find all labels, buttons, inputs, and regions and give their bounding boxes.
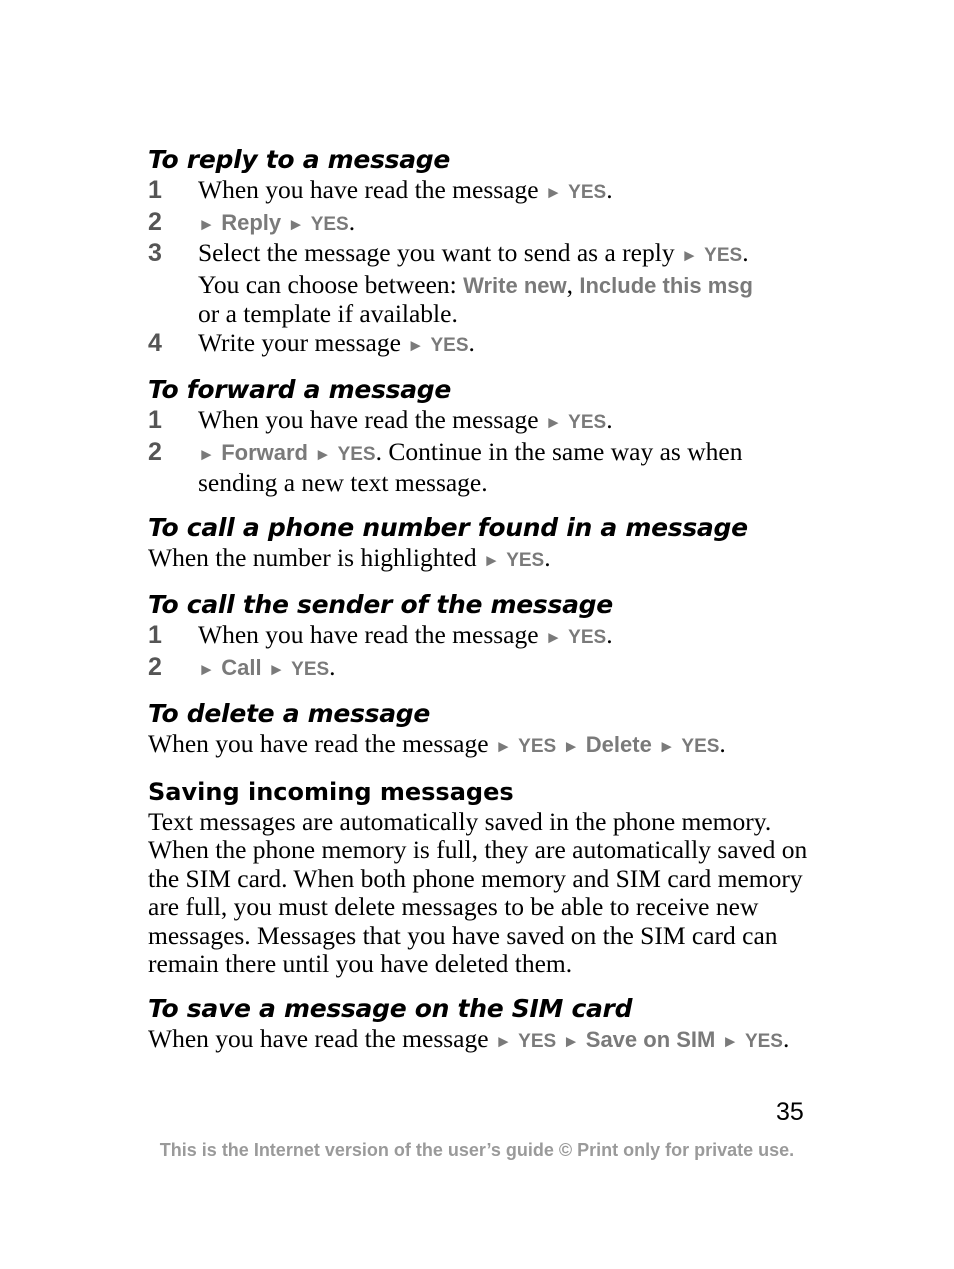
step-text: When you have read the message ► YES.: [198, 175, 613, 204]
yes-key: YES: [518, 736, 557, 757]
arrow-right-icon: ►: [314, 444, 332, 464]
yes-key: YES: [337, 443, 376, 465]
reply-heading: To reply to a message: [148, 145, 451, 174]
section-saving: [148, 776, 818, 979]
yes-key: YES: [568, 627, 607, 648]
arrow-right-icon: ►: [198, 214, 215, 234]
step: [148, 621, 818, 653]
para-label: When you have read the message: [148, 1023, 489, 1053]
forward-heading: To forward a message: [148, 375, 452, 404]
yes-key: YES: [681, 736, 720, 757]
yes-key: YES: [310, 213, 349, 235]
arrow-right-icon: ►: [198, 444, 215, 464]
yes-key: YES: [430, 334, 469, 356]
step-text: ► Reply ► YES.: [198, 206, 356, 236]
manual-page: [148, 144, 818, 1070]
call-number-heading: To call a phone number found in a message: [148, 512, 748, 542]
section-delete: [148, 698, 818, 762]
step: [148, 406, 818, 438]
menu-item-forward: Forward: [221, 439, 308, 465]
step-label: Write your message: [198, 327, 401, 357]
step: [148, 208, 818, 240]
step-label: You can choose between:: [198, 269, 457, 299]
page-number: 35: [776, 1098, 804, 1126]
step-label: Select the message you want to send as a reply: [198, 238, 675, 267]
arrow-right-icon: ►: [562, 1031, 580, 1051]
section-save-sim: [148, 993, 818, 1057]
arrow-right-icon: ►: [482, 550, 500, 570]
step-number: 4: [148, 328, 162, 357]
arrow-right-icon: ►: [544, 183, 562, 202]
section-forward: [148, 374, 818, 498]
step-text: Select the message you want to send as a reply ► YES. You can choose between: Write new, Include this msg or a template if available.: [198, 238, 753, 328]
step: [148, 176, 818, 208]
save-sim-text: When you have read the message ► YES ► Save on SIM ► YES.: [148, 1023, 790, 1053]
step-text: When you have read the message ► YES.: [198, 405, 613, 434]
yes-key: YES: [744, 1030, 783, 1052]
step-text: ► Call ► YES.: [198, 651, 336, 681]
step-label: When you have read the message: [198, 175, 539, 204]
arrow-right-icon: ►: [562, 737, 580, 756]
menu-item-call: Call: [221, 654, 262, 680]
section-call-sender: [148, 589, 818, 684]
menu-item-save-on-sim: Save on SIM: [585, 1026, 716, 1052]
yes-key: YES: [568, 182, 607, 203]
arrow-right-icon: ►: [680, 246, 698, 265]
menu-item-delete: Delete: [585, 732, 652, 757]
arrow-right-icon: ►: [544, 628, 562, 647]
step-number: 2: [148, 652, 162, 681]
call-sender-heading: To call the sender of the message: [148, 590, 613, 619]
saving-text: Text messages are automatically saved in the phone memory. When the phone memory is full, they are automatically saved on the SIM card. When both phone memory and SIM card memory are full, you must delete messages to be able to receive new messages. Messages that you have saved on the SIM card can remain there until you have deleted them.: [148, 806, 808, 978]
step-number: 1: [148, 176, 162, 204]
step-number: 1: [148, 621, 162, 649]
arrow-right-icon: ►: [287, 214, 305, 234]
step: [148, 329, 818, 361]
menu-item-write-new: Write new: [463, 272, 567, 298]
step-label: . Continue in the same way as when sending a new text message.: [198, 436, 743, 497]
delete-text: When you have read the message ► YES ► Delete ► YES.: [148, 729, 726, 758]
menu-item-reply: Reply: [221, 209, 282, 235]
step-text: When you have read the message ► YES.: [198, 620, 613, 649]
arrow-right-icon: ►: [721, 1031, 739, 1051]
yes-key: YES: [568, 412, 607, 433]
footer-notice: This is the Internet version of the user’s guide © Print only for private use.: [159, 1140, 795, 1160]
arrow-right-icon: ►: [198, 659, 215, 679]
arrow-right-icon: ►: [658, 737, 676, 756]
arrow-right-icon: ►: [544, 413, 562, 432]
step-text: Write your message ► YES.: [198, 327, 475, 357]
saving-heading: Saving incoming messages: [148, 777, 514, 806]
arrow-right-icon: ►: [407, 335, 425, 355]
arrow-right-icon: ►: [494, 737, 512, 756]
step: [148, 239, 818, 329]
step-number: 1: [148, 406, 162, 434]
yes-key: YES: [704, 245, 743, 266]
step-number: 2: [148, 207, 162, 236]
step-label: When you have read the message: [198, 620, 539, 649]
save-sim-heading: To save a message on the SIM card: [148, 993, 633, 1023]
section-reply: [148, 144, 818, 360]
step-text: [198, 438, 818, 498]
menu-item-include-msg: Include this msg: [579, 272, 753, 298]
arrow-right-icon: ►: [267, 659, 285, 679]
yes-key: YES: [506, 549, 545, 571]
step-label: When you have read the message: [198, 405, 539, 434]
para-label: When the number is highlighted: [148, 542, 477, 572]
step: [148, 653, 818, 685]
step-label: or a template if available.: [198, 299, 458, 328]
yes-key: YES: [291, 658, 330, 680]
delete-heading: To delete a message: [148, 699, 431, 728]
para-label: When you have read the message: [148, 729, 489, 758]
section-call-number: [148, 512, 818, 576]
arrow-right-icon: ►: [494, 1031, 512, 1051]
yes-key: YES: [518, 1030, 557, 1052]
step: [148, 438, 818, 498]
step-number: 2: [148, 437, 162, 466]
call-number-text: When the number is highlighted ► YES.: [148, 542, 551, 572]
step-number: 3: [148, 239, 162, 267]
